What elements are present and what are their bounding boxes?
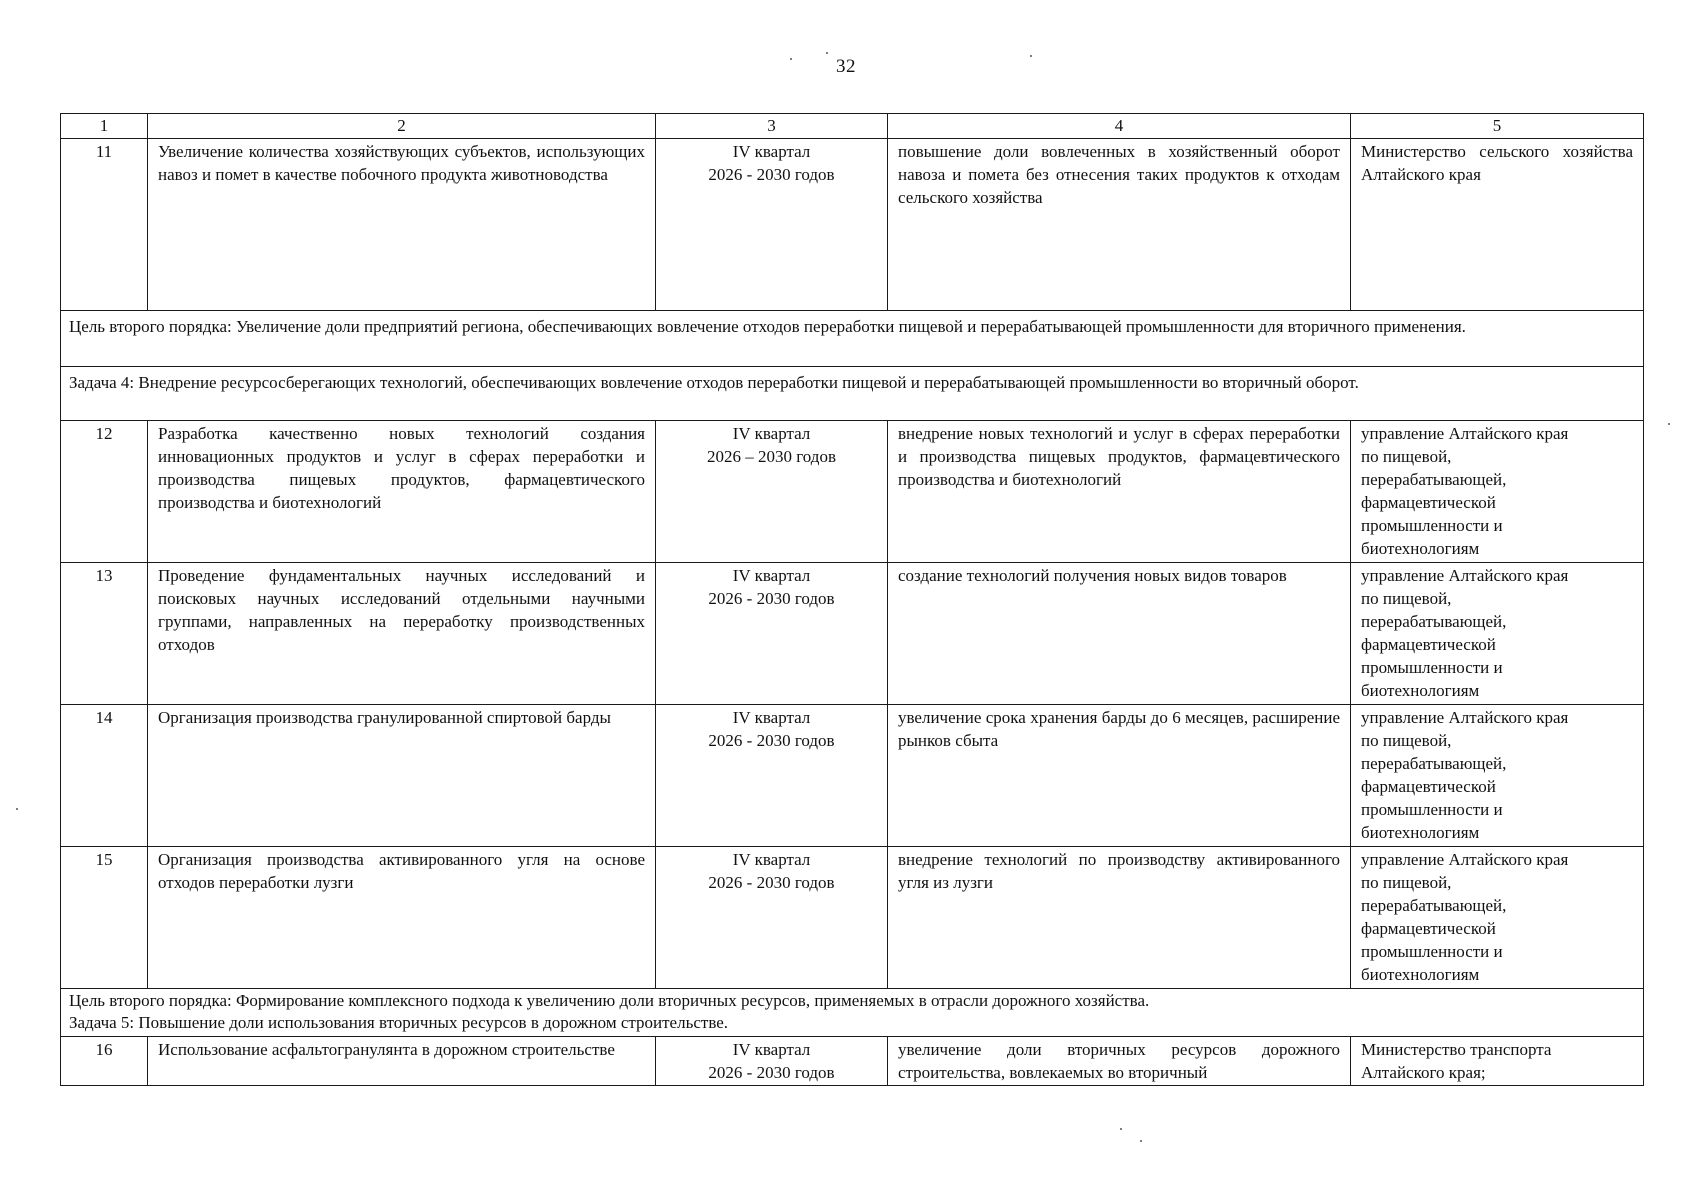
term-line: IV квартал (732, 708, 811, 727)
executor-cell (1351, 563, 1644, 705)
term-cell (656, 563, 888, 705)
row-number: 13 (61, 563, 148, 705)
row-number: 16 (61, 1037, 148, 1086)
term-cell (656, 705, 888, 847)
executor-line: биотехнологиям (1361, 539, 1480, 558)
task-text: Задача 4: Внедрение ресурсосберегающих технологий, обеспечивающих вовлечение отходов переработки пищевой и перерабатывающей промышленности во вторичный оборот. (61, 367, 1644, 421)
executor-line: управление Алтайского края (1361, 566, 1569, 585)
executor-line: перерабатывающей, (1361, 754, 1507, 773)
term-line: 2026 - 2030 годов (708, 165, 835, 184)
table-row (61, 1037, 1644, 1086)
result-cell: внедрение технологий по производству активированного угля из лузги (888, 847, 1351, 989)
executor-line: управление Алтайского края (1361, 424, 1569, 443)
executor-cell (1351, 1037, 1644, 1086)
measure-cell: Разработка качественно новых технологий создания инновационных продуктов и услуг в сферах переработки и производства пищевых продуктов, фармацевтического производства и биотехнологий (148, 421, 656, 563)
term-line: 2026 - 2030 годов (708, 1063, 835, 1082)
scan-speck (16, 808, 18, 810)
measure-cell: Увеличение количества хозяйствующих субъектов, использующих навоз и помет в качестве побочного продукта животноводства (148, 139, 656, 311)
row-number: 11 (61, 139, 148, 311)
scan-speck (790, 58, 792, 60)
executor-cell (1351, 705, 1644, 847)
measure-cell: Организация производства гранулированной спиртовой барды (148, 705, 656, 847)
goal-text: Цель второго порядка: Формирование комплексного подхода к увеличению доли вторичных ресурсов, применяемых в отрасли дорожного хозяйства. (69, 991, 1150, 1010)
executor-line: биотехнологиям (1361, 823, 1480, 842)
executor-line: по пищевой, (1361, 589, 1452, 608)
result-cell: увеличение доли вторичных ресурсов дорожного строительства, вовлекаемых во вторичный (888, 1037, 1351, 1086)
term-cell (656, 1037, 888, 1086)
column-header: 1 (61, 114, 148, 139)
term-line: 2026 - 2030 годов (708, 731, 835, 750)
column-header: 4 (888, 114, 1351, 139)
executor-line: перерабатывающей, (1361, 612, 1507, 631)
executor-line: по пищевой, (1361, 731, 1452, 750)
executor-cell (1351, 847, 1644, 989)
executor-line: Министерство сельского хозяйства Алтайского края (1361, 142, 1633, 184)
executor-line: промышленности и (1361, 658, 1503, 677)
table-row (61, 847, 1644, 989)
executor-line: управление Алтайского края (1361, 708, 1569, 727)
row-number: 12 (61, 421, 148, 563)
column-header: 3 (656, 114, 888, 139)
measure-cell: Проведение фундаментальных научных исследований и поисковых научных исследований отдельными научными группами, направленных на переработку производственных отходов (148, 563, 656, 705)
term-line: 2026 - 2030 годов (708, 873, 835, 892)
term-line: IV квартал (732, 850, 811, 869)
term-line: 2026 - 2030 годов (708, 589, 835, 608)
scan-speck (1668, 423, 1670, 425)
table-row (61, 563, 1644, 705)
task-row (61, 367, 1644, 421)
scan-speck (826, 52, 828, 54)
executor-line: управление Алтайского края (1361, 850, 1569, 869)
column-header: 2 (148, 114, 656, 139)
executor-line: промышленности и (1361, 942, 1503, 961)
executor-cell (1351, 139, 1644, 311)
result-cell: повышение доли вовлеченных в хозяйственный оборот навоза и помета без отнесения таких продуктов к отходам сельского хозяйства (888, 139, 1351, 311)
executor-line: промышленности и (1361, 516, 1503, 535)
term-line: IV квартал (732, 142, 811, 161)
executor-line: фармацевтической (1361, 493, 1496, 512)
executor-line: промышленности и (1361, 800, 1503, 819)
executor-line: по пищевой, (1361, 447, 1452, 466)
measure-cell: Организация производства активированного угля на основе отходов переработки лузги (148, 847, 656, 989)
result-cell: внедрение новых технологий и услуг в сферах переработки и производства пищевых продуктов, фармацевтического производства и биотехнологий (888, 421, 1351, 563)
term-line: IV квартал (732, 566, 811, 585)
executor-line: перерабатывающей, (1361, 896, 1507, 915)
page-number: 32 (836, 56, 856, 77)
row-number: 15 (61, 847, 148, 989)
measures-table (60, 113, 1644, 1086)
table-header-row (61, 114, 1644, 139)
row-number: 14 (61, 705, 148, 847)
executor-line: биотехнологиям (1361, 681, 1480, 700)
scan-speck (1030, 55, 1032, 57)
executor-cell (1351, 421, 1644, 563)
measure-cell: Использование асфальтогранулянта в дорожном строительстве (148, 1037, 656, 1086)
scan-speck (1120, 1128, 1122, 1130)
executor-line: Алтайского края; (1361, 1063, 1486, 1082)
term-line: IV квартал (732, 1040, 811, 1059)
executor-line: биотехнологиям (1361, 965, 1480, 984)
table-row (61, 139, 1644, 311)
term-cell (656, 139, 888, 311)
result-cell: увеличение срока хранения барды до 6 месяцев, расширение рынков сбыта (888, 705, 1351, 847)
term-cell (656, 847, 888, 989)
column-header: 5 (1351, 114, 1644, 139)
executor-line: перерабатывающей, (1361, 470, 1507, 489)
executor-line: Министерство транспорта (1361, 1040, 1552, 1059)
table-row (61, 421, 1644, 563)
executor-line: фармацевтической (1361, 635, 1496, 654)
executor-line: по пищевой, (1361, 873, 1452, 892)
task-text: Задача 5: Повышение доли использования вторичных ресурсов в дорожном строительстве. (69, 1013, 729, 1032)
executor-line: фармацевтической (1361, 777, 1496, 796)
term-cell (656, 421, 888, 563)
term-line: 2026 – 2030 годов (707, 447, 836, 466)
table-row (61, 705, 1644, 847)
scan-speck (1140, 1140, 1142, 1142)
goal-text: Цель второго порядка: Увеличение доли предприятий региона, обеспечивающих вовлечение отходов переработки пищевой и перерабатывающей промышленности для вторичного применения. (61, 311, 1644, 367)
goal-row (61, 311, 1644, 367)
goal-task-cell (61, 989, 1644, 1037)
result-cell: создание технологий получения новых видов товаров (888, 563, 1351, 705)
executor-line: фармацевтической (1361, 919, 1496, 938)
term-line: IV квартал (732, 424, 811, 443)
goal-task-row (61, 989, 1644, 1037)
